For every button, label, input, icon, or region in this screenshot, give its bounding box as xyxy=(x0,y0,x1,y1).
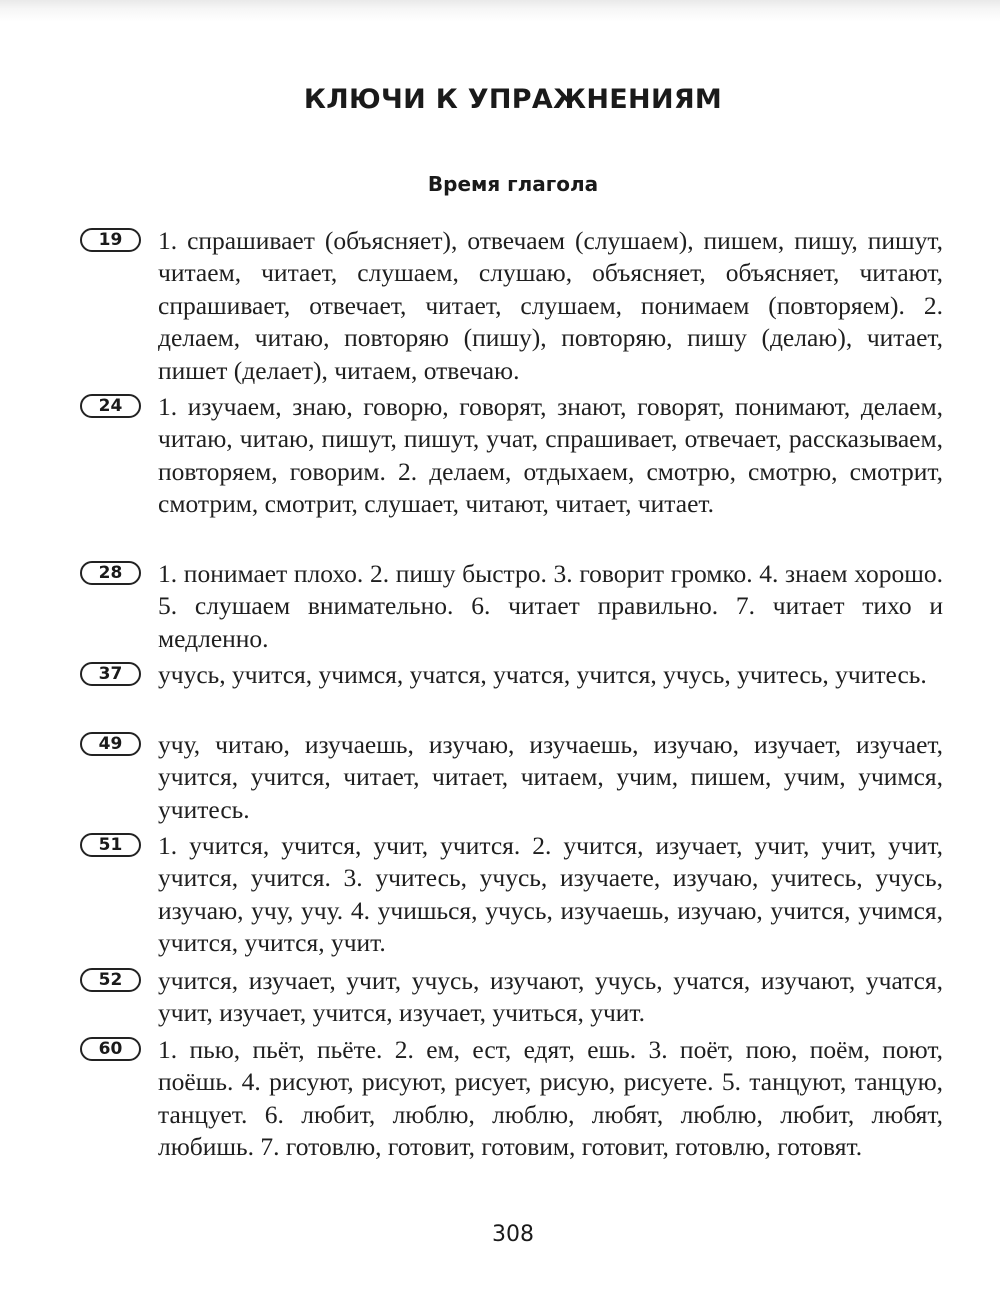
exercise-answer-text: учится, изучает, учит, учусь, изучают, учусь, учатся, изучают, учатся, учит, изучает, учится, изучает, учиться, учит. xyxy=(158,966,943,1028)
exercise-answer-text: 1. изучаем, знаю, говорю, говорят, знают, говорят, понимают, делаем, читаю, читаю, пишут, пишут, учат, спрашивает, отвечает, рассказываем, повторяем, говорим. 2. делаем, отдыхаем, смотрю, смотрю, смотрит, смотрим, смотрит, слушает, читают, читает, читает. xyxy=(158,392,943,519)
exercise-answer-text: учу, читаю, изучаешь, изучаю, изучаешь, изучаю, изучает, изучает, учится, учится, читает, читает, читаем, учим, пишем, учим, учимся, учитесь. xyxy=(158,730,943,824)
exercise-number-badge: 49 xyxy=(80,732,141,756)
exercise-number-badge: 60 xyxy=(80,1037,141,1061)
exercise-number-badge: 52 xyxy=(80,968,141,992)
exercise-answer-text: 1. учится, учится, учит, учится. 2. учится, изучает, учит, учит, учит, учится, учится. 3. учитесь, учусь, изучаете, изучаю, учитесь, учусь, изучаю, учу, учу. 4. учишься, учусь, изучаешь, изучаю, учится, учимся, учится, учится, учит. xyxy=(158,831,943,958)
exercise-number-badge: 37 xyxy=(80,662,141,686)
exercise-number-badge: 51 xyxy=(80,833,141,857)
exercise-answer-text: 1. пью, пьёт, пьёте. 2. ем, ест, едят, ешь. 3. поёт, пою, поём, поют, поёшь. 4. рисуют, рисуют, рисует, рисую, рисуете. 5. танцуют, танцую, танцует. 6. любит, люблю, люблю, любят, люблю, любит, любят, любишь. 7. готовлю, готовит, готовим, готовит, готовлю, готовят. xyxy=(158,1035,943,1162)
exercise-number-badge: 28 xyxy=(80,561,141,585)
section-title: Время глагола xyxy=(427,172,599,196)
page-number: 308 xyxy=(492,1222,534,1247)
exercise-answer-text: 1. спрашивает (объясняет), отвечаем (слушаем), пишем, пишу, пишут, читаем, читает, слушаем, слушаю, объясняет, объясняет, читают, спрашивает, отвечает, читает, слушаем, понимаем (повторяем). 2. делаем, читаю, повторяю (пишу), повторяю, пишу (делаю), читает, пишет (делает), читаем, отвечаю. xyxy=(158,226,943,385)
page-title: КЛЮЧИ К УПРАЖНЕНИЯМ xyxy=(303,84,723,115)
exercise-number-badge: 24 xyxy=(80,394,141,418)
page-top-shadow xyxy=(0,0,1000,22)
exercise-answer-text: 1. понимает плохо. 2. пишу быстро. 3. говорит громко. 4. знаем хорошо. 5. слушаем внимательно. 6. читает правильно. 7. читает тихо и медленно. xyxy=(158,559,943,653)
exercise-number-badge: 19 xyxy=(80,228,141,252)
exercise-answer-text: учусь, учится, учимся, учатся, учатся, учится, учусь, учитесь, учитесь. xyxy=(158,660,927,689)
